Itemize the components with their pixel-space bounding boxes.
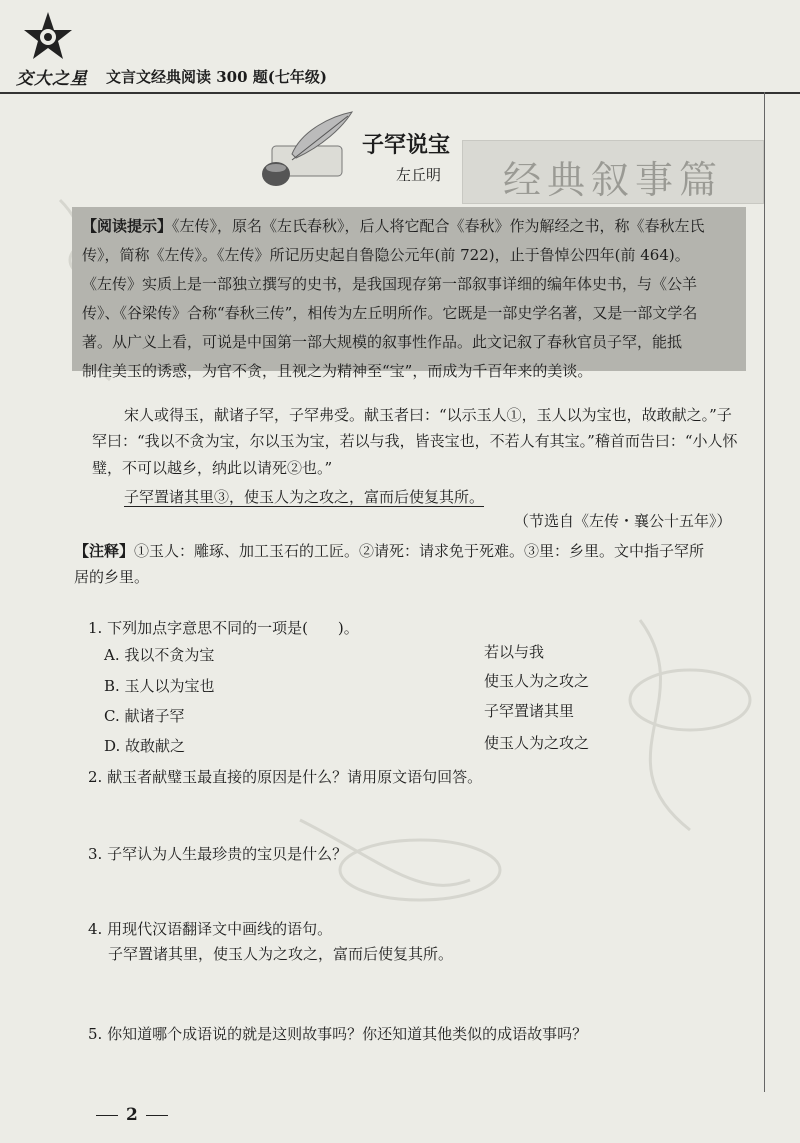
question-2: 2. 献玉者献璧玉最直接的原因是什么？请用原文语句回答。 bbox=[88, 768, 483, 786]
header-divider bbox=[0, 92, 800, 94]
question-3: 3. 子罕认为人生最珍贵的宝贝是什么？ bbox=[88, 845, 348, 863]
q1-option-b: B. 玉人以为宝也 bbox=[104, 677, 215, 695]
q1-option-d-compare: 使玉人为之攻之 bbox=[484, 734, 590, 752]
text-source: （节选自《左传・襄公十五年》） bbox=[514, 512, 732, 530]
q1-option-d: D. 故敢献之 bbox=[104, 737, 186, 755]
q1-option-c-compare: 子罕置诸其里 bbox=[484, 702, 575, 720]
text-line: 璧，不可以越乡，纳此以请死②也。” bbox=[92, 459, 333, 477]
page-number: 2 bbox=[88, 1105, 176, 1125]
reading-tip-text: 【阅读提示】《左传》，原名《左氏春秋》，后人将它配合《春秋》作为解经之书，称《春秋左氏 传》，简称《左传》。《左传》所记历史起自鲁隐公元年(前 722)，止于鲁悼公四年(前 464)。 《左传》实质上是一部独立撰写的史书，是我国现存第一部叙事详细的编年体史书，与《公羊 传》、《谷梁传》合称“春秋三传”，相传为左丘明所作。它既是一部史学名著，又是一部文学名 著。从广义上看，可说是中国第一部大规模的叙事性作品。此文记叙了春秋官员子罕，能抵 制住美玉的诱惑，为官不贪，且视之为精神至“宝”，而成为千百年来的美谈。 bbox=[82, 217, 705, 380]
quill-scroll-icon bbox=[262, 110, 357, 195]
notes-continued: 居的乡里。 bbox=[74, 568, 150, 586]
question-1: 1. 下列加点字意思不同的一项是( )。 bbox=[88, 619, 359, 637]
brand-name: 交大之星 bbox=[16, 69, 88, 89]
question-5: 5. 你知道哪个成语说的就是这则故事吗？你还知道其他类似的成语故事吗？ bbox=[88, 1025, 588, 1043]
question-4: 4. 用现代汉语翻译文中画线的语句。 bbox=[88, 920, 333, 938]
star-logo-icon bbox=[22, 10, 74, 62]
underlined-sentence: 子罕置诸其里③，使玉人为之攻之，富而后使复其所。 bbox=[124, 488, 485, 506]
q1-option-b-compare: 使玉人为之攻之 bbox=[484, 672, 590, 690]
text-line: 罕曰：“我以不贪为宝，尔以玉为宝，若以与我，皆丧宝也，不若人有其宝。”稽首而告曰：“小人怀 bbox=[92, 432, 738, 450]
reading-tip-label: 【阅读提示】 bbox=[82, 217, 173, 235]
article-author: 左丘明 bbox=[396, 166, 442, 184]
side-divider bbox=[764, 92, 765, 1092]
q1-option-a-compare: 若以与我 bbox=[484, 643, 545, 661]
notes-label: 【注释】 bbox=[74, 542, 135, 560]
section-banner-text: 经典叙事篇 bbox=[502, 158, 723, 202]
q1-option-c: C. 献诸子罕 bbox=[104, 707, 185, 725]
question-4-sentence: 子罕置诸其里，使玉人为之攻之，富而后使复其所。 bbox=[108, 945, 454, 963]
section-banner bbox=[462, 140, 764, 204]
q1-option-a: A. 我以不贪为宝 bbox=[104, 646, 215, 664]
book-title: 文言文经典阅读 300 题(七年级) bbox=[106, 68, 327, 86]
text-line: 宋人或得玉，献诸子罕，子罕弗受。献玉者曰：“以示玉人①，玉人以为宝也，故敢献之。”子 bbox=[124, 406, 732, 424]
article-title: 子罕说宝 bbox=[362, 133, 451, 158]
notes: 【注释】①玉人：雕琢、加工玉石的工匠。②请死：请求免于死难。③里：乡里。文中指子罕所 bbox=[74, 542, 705, 560]
